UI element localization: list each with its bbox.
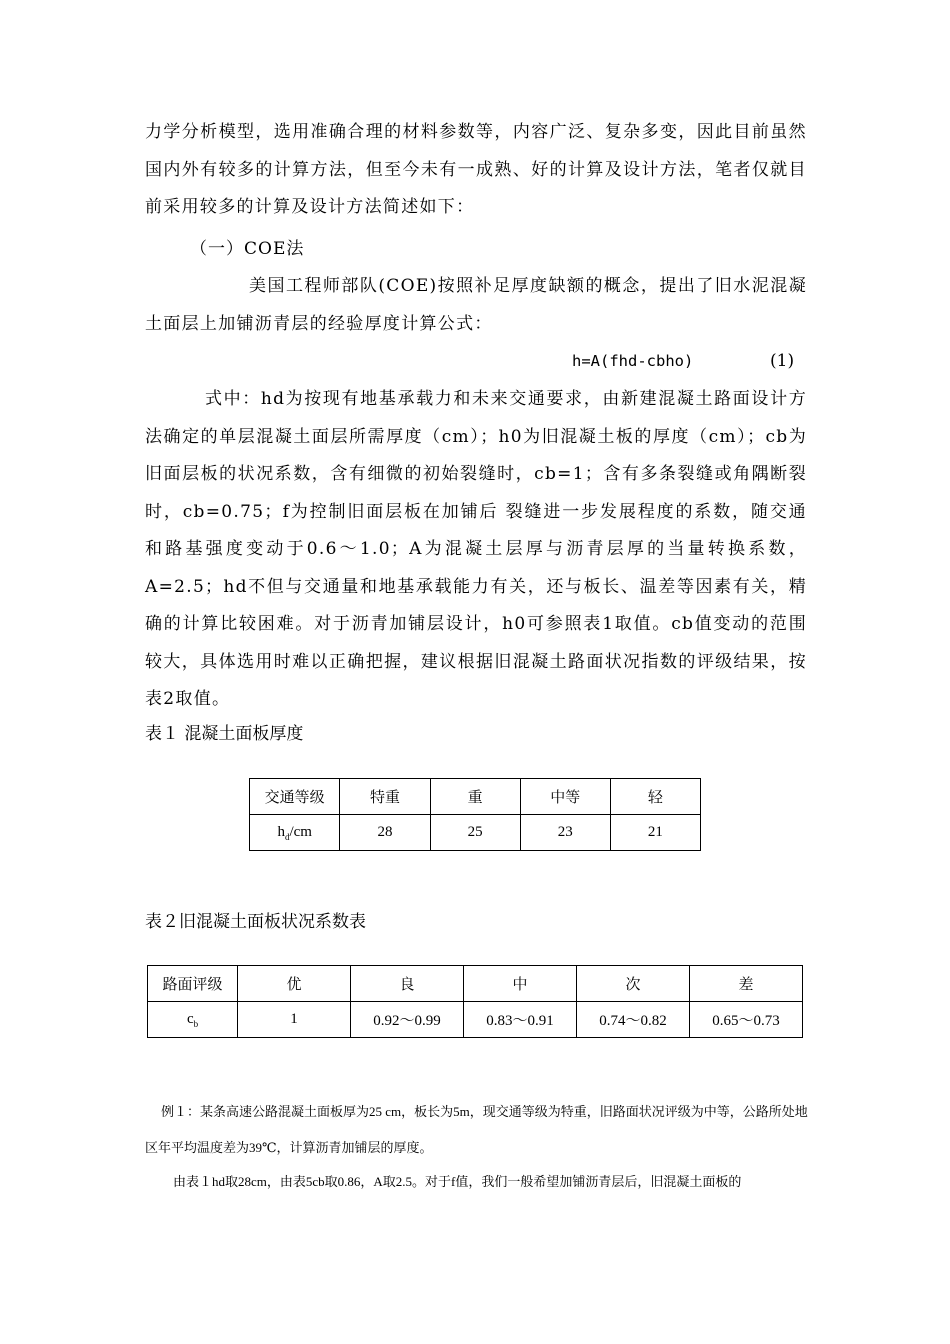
table1-cell: 23 [520, 815, 610, 851]
table2-cell: 0.74～0.82 [576, 1002, 689, 1038]
coe-paragraph: 美国工程师部队(COE)按照补足厚度缺额的概念，提出了旧水泥混凝土面层上加铺沥青层的经验厚度计算公式： [145, 276, 807, 334]
table1-cell: 21 [610, 815, 700, 851]
table-row [148, 966, 803, 1002]
section-heading: （一）COE法 [190, 239, 305, 259]
table1-header-cell: 特重 [340, 779, 430, 815]
explanation-paragraph: 式中：hd为按现有地基承载力和未来交通要求，由新建混凝土路面设计方法确定的单层混凝土面层所需厚度（cm）；h0为旧混凝土板的厚度（cm）；cb为旧面层板的状况系数，含有细微的初始裂缝时，cb=1；含有多条裂缝或角隅断裂时，cb=0.75；f为控制旧面层板在加铺后 裂缝进一步发展程度的系数，随交通和路基强度变动于0.6～1.0；A为混凝土层厚与沥青层厚的当量转换系数，A=2.5；hd不但与交通量和地基承载能力有关，还与板长、温差等因素有关，精确的计算比较困难。对于沥青加铺层设计，h0可参照表1取值。cb值变动的范围较大，具体选用时难以正确把握，建议根据旧混凝土路面状况指数的评级结果，按表2取值。 [145, 389, 807, 709]
table2-caption: 表２旧混凝土面板状况系数表 [145, 912, 366, 932]
example-paragraph: 例１：某条高速公路混凝土面板厚为25 cm，板长为5m，现交通等级为特重，旧路面状况评级为中等，公路所处地区年平均温度差为39℃，计算沥青加铺层的厚度。 [145, 1104, 808, 1155]
table1-header-cell: 中等 [520, 779, 610, 815]
table2-row-label: $c_b$ [148, 1002, 238, 1038]
table1-cell: 28 [340, 815, 430, 851]
table-row [148, 1002, 803, 1038]
table2-header-cell: 路面评级 [148, 966, 238, 1002]
formula-number: (1) [770, 351, 795, 371]
table-row [250, 815, 701, 851]
table2-header-cell: 差 [689, 966, 802, 1002]
table2-cell: 0.65～0.73 [689, 1002, 802, 1038]
table2-header-cell: 优 [238, 966, 351, 1002]
table1-header-cell: 轻 [610, 779, 700, 815]
intro-paragraph: 力学分析模型，选用准确合理的材料参数等，内容广泛、复杂多变，因此目前虽然国内外有较多的计算方法，但至今未有一成熟、好的计算及设计方法，笔者仅就目前采用较多的计算及设计方法简述如下： [145, 122, 807, 217]
table1-cell: 25 [430, 815, 520, 851]
table2-cell: 0.92～0.99 [350, 1002, 463, 1038]
example-continuation: 由表１hd取28cm，由表5cb取0.86，A取2.5。对于f值，我们一般希望加铺沥青层后，旧混凝土面板的 [173, 1174, 742, 1189]
table2-header-cell: 次 [576, 966, 689, 1002]
table1-header-cell: 交通等级 [250, 779, 340, 815]
table2-header-cell: 中 [463, 966, 576, 1002]
table2 [147, 965, 803, 1038]
table-row [250, 779, 701, 815]
table2-header-cell: 良 [350, 966, 463, 1002]
table2-cell: 1 [238, 1002, 351, 1038]
formula: h=A(fhd-cbho) [572, 352, 694, 370]
table1 [249, 778, 701, 851]
table2-cell: 0.83～0.91 [463, 1002, 576, 1038]
table1-row-label: $h_d/cm$ [250, 815, 340, 851]
table1-header-cell: 重 [430, 779, 520, 815]
table1-caption: 表１ 混凝土面板厚度 [145, 724, 304, 744]
